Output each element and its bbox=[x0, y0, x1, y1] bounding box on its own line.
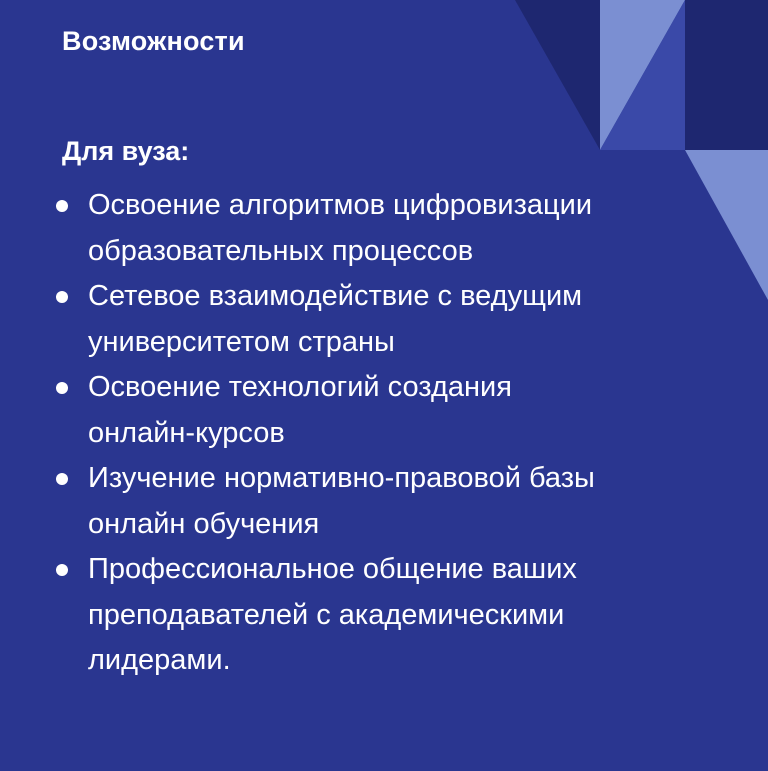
item-line: онлайн обучения bbox=[88, 507, 320, 540]
list-item bbox=[52, 547, 712, 684]
list-item bbox=[52, 456, 712, 547]
item-line: Сетевое взаимодействие с ведущим bbox=[88, 280, 583, 312]
item-line: преподавателей с академическими bbox=[88, 598, 565, 631]
section-subtitle: Для вуза: bbox=[62, 136, 190, 166]
bullet-icon bbox=[56, 382, 68, 394]
item-line: Освоение алгоритмов цифровизации bbox=[88, 189, 593, 221]
item-line: Изучение нормативно-правовой базы bbox=[88, 462, 595, 494]
item-line: образовательных процессов bbox=[88, 234, 474, 267]
list-item bbox=[52, 365, 712, 456]
list-item bbox=[52, 274, 712, 365]
bullet-icon bbox=[56, 564, 68, 576]
list-item bbox=[52, 183, 712, 274]
page-title: Возможности bbox=[62, 26, 245, 56]
bullet-icon bbox=[56, 473, 68, 485]
item-line: университетом страны bbox=[88, 325, 395, 358]
bullet-icon bbox=[56, 291, 68, 303]
item-line: Освоение технологий создания bbox=[88, 371, 512, 403]
item-line: Профессиональное общение ваших bbox=[88, 553, 577, 585]
item-line: лидерами. bbox=[88, 644, 231, 676]
item-line: онлайн-курсов bbox=[88, 416, 285, 449]
bullet-icon bbox=[56, 200, 68, 212]
opportunities-list bbox=[52, 183, 712, 684]
rect-dark-right bbox=[685, 0, 768, 150]
